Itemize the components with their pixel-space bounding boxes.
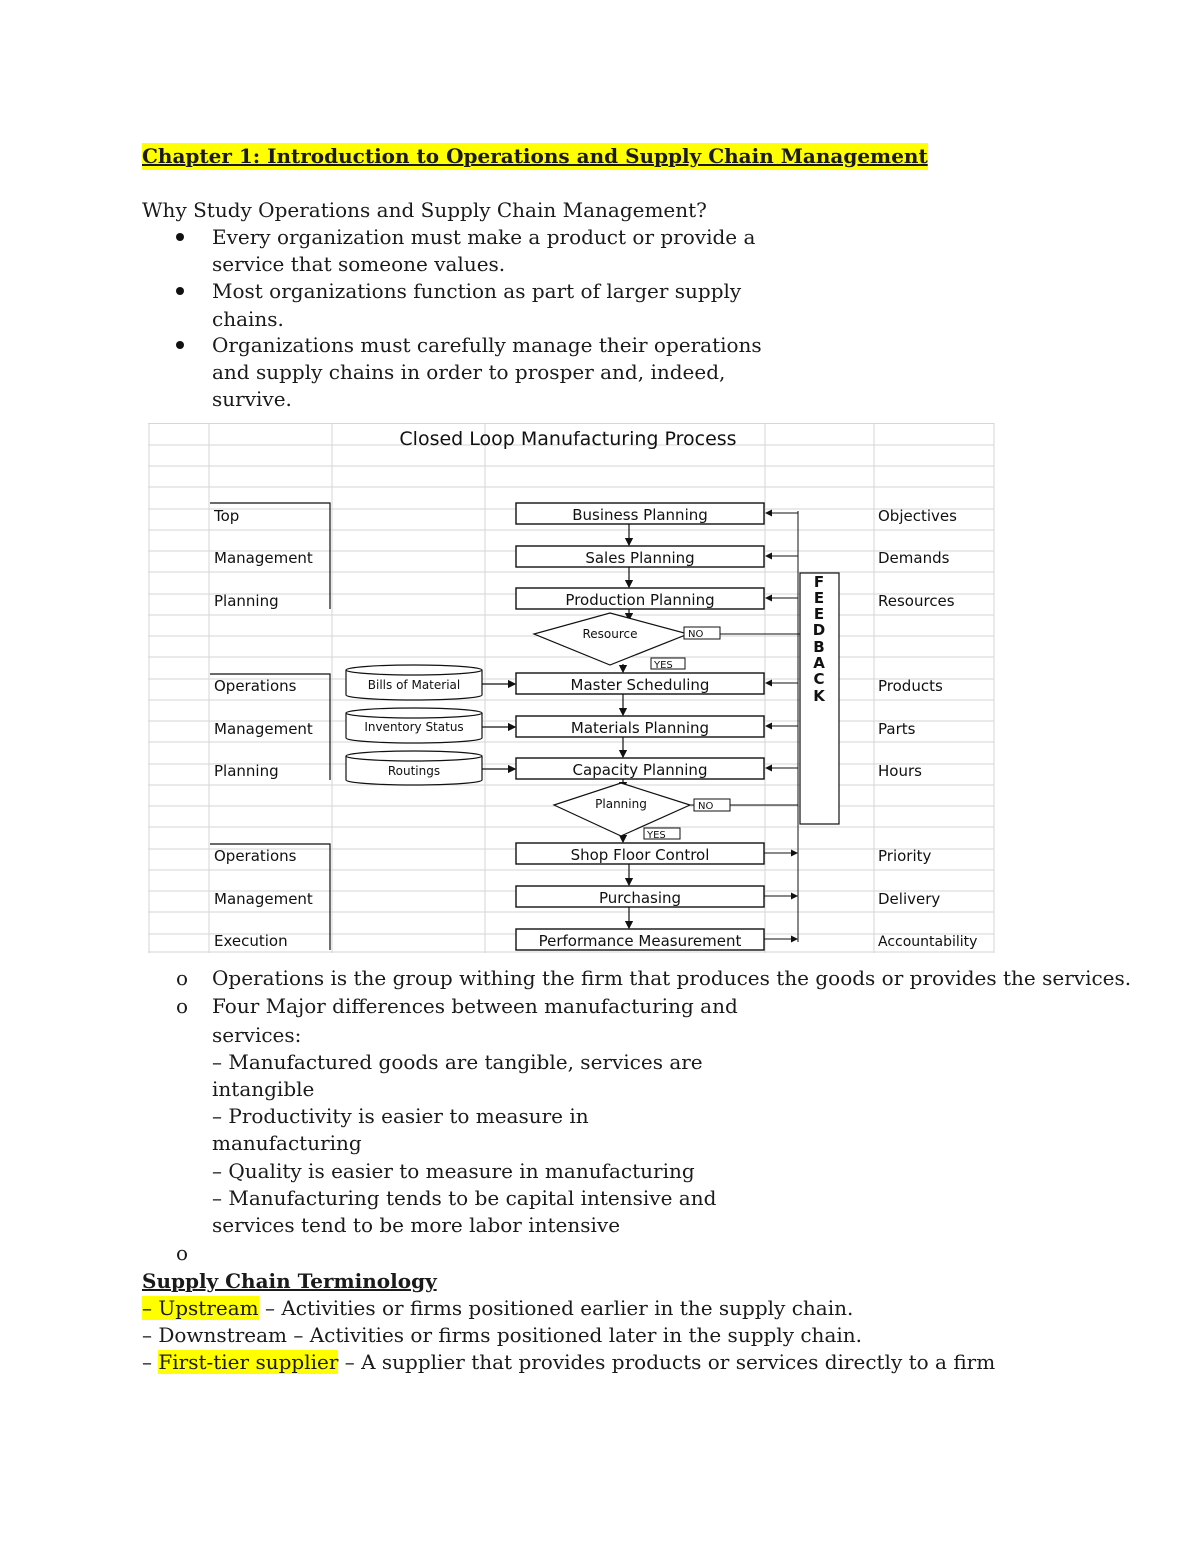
ops-item-2-line-9: services tend to be more labor intensive	[212, 1213, 621, 1237]
output-demands: Demands	[878, 549, 950, 567]
why-bullet-1-line-2: service that someone values.	[212, 252, 506, 276]
cylinder-bills-of-material	[346, 665, 482, 700]
ops-item-1: Operations is the group withing the firm that produces the goods or provides the services.	[212, 966, 1132, 990]
why-bullet-3-line-3: survive.	[212, 387, 292, 411]
bullet-dot	[176, 341, 184, 349]
group-2-label-3: Planning	[214, 762, 279, 780]
decision-resource-yes: YES	[654, 660, 673, 671]
feedback-letter: E	[813, 605, 825, 623]
feedback-letter: K	[813, 687, 825, 705]
bullet-dot	[176, 233, 184, 241]
why-bullet-2-line-1: Most organizations function as part of larger supply	[212, 279, 742, 303]
step-sales-planning: Sales Planning	[585, 549, 695, 567]
why-bullet-2-line-2: chains.	[212, 307, 284, 331]
term-first-tier-definition: – A supplier that provides products or services directly to a firm	[338, 1350, 996, 1374]
output-priority: Priority	[878, 847, 932, 865]
ops-item-2-line-3: – Manufactured goods are tangible, services are	[212, 1050, 703, 1074]
decision-planning-no: NO	[698, 801, 714, 812]
cylinder-inventory-status	[346, 708, 482, 743]
input-cylinders	[346, 665, 515, 785]
why-bullet-1-line-1: Every organization must make a product or provide a	[212, 225, 756, 249]
group-1-label-1: Top	[214, 507, 240, 525]
group-2-label-1: Operations	[214, 677, 297, 695]
step-production-planning: Production Planning	[565, 591, 715, 609]
step-shop-floor-control: Shop Floor Control	[570, 846, 710, 864]
step-master-scheduling: Master Scheduling	[570, 676, 710, 694]
term-first-tier-supplier	[142, 1349, 995, 1376]
term-first-tier-label: First-tier supplier	[158, 1350, 339, 1374]
ops-item-2-line-5: – Productivity is easier to measure in	[212, 1104, 589, 1128]
why-bullet-3-line-1: Organizations must carefully manage their operations	[212, 333, 762, 357]
term-downstream: – Downstream – Activities or firms positioned later in the supply chain.	[142, 1323, 862, 1347]
output-hours: Hours	[878, 762, 922, 780]
list-marker: o	[176, 1241, 189, 1265]
output-delivery: Delivery	[878, 890, 941, 908]
input-inventory-status: Inventory Status	[364, 720, 464, 734]
input-routings: Routings	[387, 764, 441, 778]
decision-planning-yes: YES	[647, 830, 666, 841]
term-upstream	[142, 1295, 853, 1322]
output-objectives: Objectives	[878, 507, 957, 525]
output-products: Products	[878, 677, 943, 695]
step-business-planning: Business Planning	[572, 506, 708, 524]
ops-item-2-line-8: – Manufacturing tends to be capital intensive and	[212, 1186, 717, 1210]
decision-planning-label: Planning	[595, 797, 647, 811]
feedback-loop	[764, 511, 839, 942]
step-purchasing: Purchasing	[598, 889, 682, 907]
feedback-letter: F	[813, 573, 825, 591]
ops-item-2-line-1: Four Major differences between manufacturing and	[212, 994, 738, 1018]
output-parts: Parts	[878, 720, 916, 738]
output-accountability: Accountability	[878, 934, 978, 950]
cylinder-routings	[346, 751, 482, 785]
decision-resource-label: Resource	[582, 627, 638, 641]
group-1-label-3: Planning	[214, 592, 279, 610]
term-upstream-definition: – Activities or firms positioned earlier in the supply chain.	[258, 1296, 854, 1320]
step-materials-planning: Materials Planning	[570, 719, 710, 737]
feedback-letter: B	[813, 638, 825, 656]
group-labels	[213, 507, 313, 950]
feedback-letter: A	[813, 654, 825, 672]
feedback-letter: C	[813, 670, 825, 688]
decision-planning	[554, 783, 798, 841]
closed-loop-manufacturing-diagram	[148, 423, 998, 953]
output-labels	[878, 507, 977, 950]
term-first-tier-dash: –	[142, 1350, 159, 1374]
input-bills-of-material: Bills of Material	[367, 678, 461, 692]
group-2-label-2: Management	[214, 720, 313, 738]
output-resources: Resources	[878, 592, 955, 610]
group-3-label-2: Management	[214, 890, 313, 908]
step-capacity-planning: Capacity Planning	[572, 761, 708, 779]
why-study-question: Why Study Operations and Supply Chain Management?	[142, 198, 707, 222]
list-marker: o	[176, 994, 189, 1018]
ops-item-2-line-7: – Quality is easier to measure in manufacturing	[212, 1159, 695, 1183]
group-3-label-1: Operations	[214, 847, 297, 865]
term-upstream-label: – Upstream	[142, 1296, 259, 1320]
decision-resource-no: NO	[688, 629, 704, 640]
ops-item-2-line-4: intangible	[212, 1077, 315, 1101]
why-bullet-3-line-2: and supply chains in order to prosper and, indeed,	[212, 360, 726, 384]
ops-item-2-line-6: manufacturing	[212, 1131, 362, 1155]
process-steps	[516, 503, 764, 950]
list-marker: o	[176, 966, 189, 990]
feedback-letter: D	[812, 621, 826, 639]
ops-item-2-line-2: services:	[212, 1023, 302, 1047]
diagram-title: Closed Loop Manufacturing Process	[399, 428, 737, 450]
bullet-dot	[176, 287, 184, 295]
terminology-heading: Supply Chain Terminology	[142, 1269, 437, 1293]
chapter-heading: Chapter 1: Introduction to Operations and Supply Chain Management	[142, 144, 928, 168]
group-1-label-2: Management	[214, 549, 313, 567]
feedback-letter: E	[813, 589, 825, 607]
group-3-label-3: Execution	[214, 932, 288, 950]
decision-resource	[534, 613, 804, 671]
step-performance-measurement: Performance Measurement	[538, 932, 742, 950]
